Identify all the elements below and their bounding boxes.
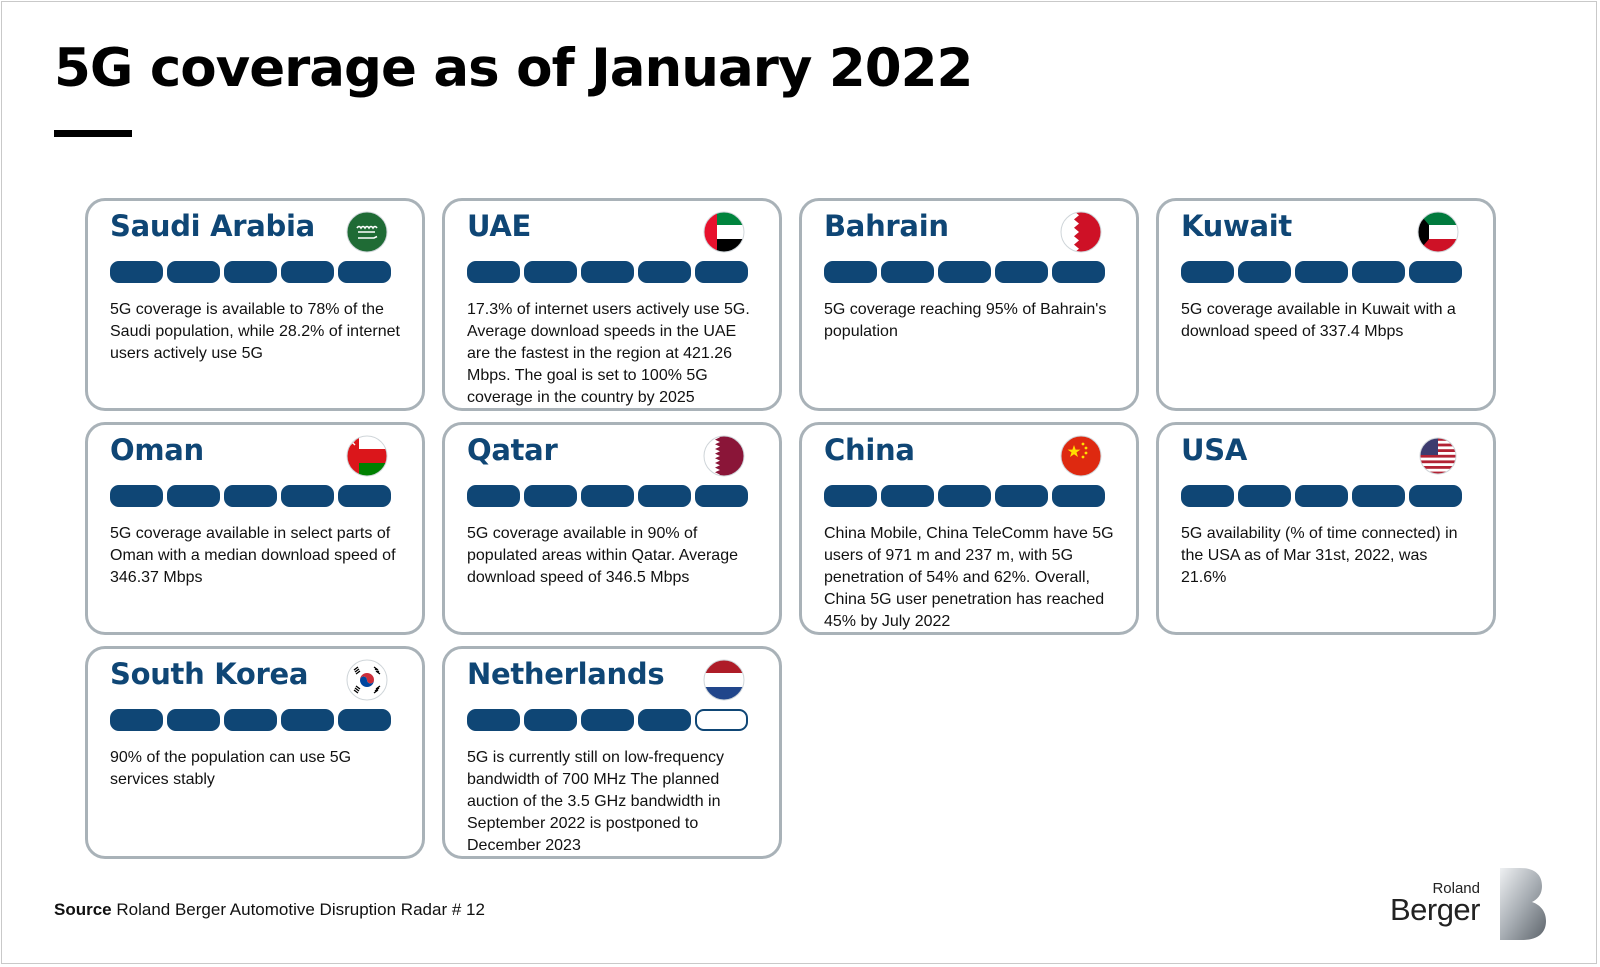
country-name: Kuwait <box>1181 209 1292 243</box>
rating-bars <box>110 709 391 731</box>
rating-segment <box>467 709 520 731</box>
country-name: USA <box>1181 433 1247 467</box>
country-name: UAE <box>467 209 532 243</box>
rating-segment <box>938 485 991 507</box>
rating-segment <box>224 261 277 283</box>
rating-segment <box>1238 485 1291 507</box>
rating-bars <box>824 485 1105 507</box>
card-china <box>799 422 1139 635</box>
rating-segment <box>1052 485 1105 507</box>
rating-segment <box>1295 261 1348 283</box>
rating-bars <box>1181 485 1462 507</box>
rating-segment <box>524 709 577 731</box>
rating-segment <box>1352 261 1405 283</box>
rating-segment <box>1181 261 1234 283</box>
rating-bars <box>467 261 748 283</box>
logo-roland-text: Roland <box>1432 880 1480 897</box>
rating-segment <box>938 261 991 283</box>
country-name: Netherlands <box>467 657 665 691</box>
rating-segment <box>338 709 391 731</box>
card-saudi-arabia <box>85 198 425 411</box>
rating-segment <box>110 485 163 507</box>
rating-segment <box>281 261 334 283</box>
rating-segment <box>581 261 634 283</box>
rating-segment <box>1352 485 1405 507</box>
rating-bars <box>824 261 1105 283</box>
usa-flag-icon <box>1417 435 1459 477</box>
card-qatar <box>442 422 782 635</box>
country-description: 5G coverage available in select parts of Oman with a median download speed of 346.37 Mbps <box>110 525 396 586</box>
rating-segment <box>110 261 163 283</box>
source-note <box>54 900 485 920</box>
country-description: 5G availability (% of time connected) in the USA as of Mar 31st, 2022, was 21.6% <box>1181 525 1458 586</box>
rating-bars <box>110 261 391 283</box>
rating-bars <box>467 485 748 507</box>
rating-segment <box>581 709 634 731</box>
rating-segment <box>167 261 220 283</box>
logo-berger-text: Berger <box>1389 892 1480 927</box>
rating-segment <box>224 709 277 731</box>
rating-segment <box>995 261 1048 283</box>
card-kuwait <box>1156 198 1496 411</box>
rating-segment <box>1409 261 1462 283</box>
country-description: 17.3% of internet users actively use 5G. Average download speeds in the UAE are the fastest in the region at 421.26 Mbps. The goal is set to 100% 5G coverage in the country by 2025 <box>467 301 750 406</box>
source-text: Roland Berger Automotive Disruption Radar # 12 <box>116 900 485 919</box>
page-title: 5G coverage as of January 2022 <box>54 38 973 99</box>
rating-segment <box>638 709 691 731</box>
country-name: Qatar <box>467 433 558 467</box>
title-underline <box>54 130 132 137</box>
rating-segment <box>467 261 520 283</box>
kuwait-flag-icon <box>1417 211 1459 253</box>
rating-segment <box>695 485 748 507</box>
rating-segment <box>581 485 634 507</box>
uae-flag-icon <box>703 211 745 253</box>
rating-bars <box>1181 261 1462 283</box>
country-name: South Korea <box>110 657 309 691</box>
oman-flag-icon <box>346 435 388 477</box>
rating-segment <box>110 709 163 731</box>
qatar-flag-icon <box>703 435 745 477</box>
card-bahrain <box>799 198 1139 411</box>
rating-segment <box>638 485 691 507</box>
rating-segment <box>1238 261 1291 283</box>
rating-segment <box>824 485 877 507</box>
rating-segment <box>167 709 220 731</box>
saudi-arabia-flag-icon <box>346 211 388 253</box>
rating-segment <box>1295 485 1348 507</box>
rating-segment <box>824 261 877 283</box>
country-name: Oman <box>110 433 204 467</box>
country-description: 90% of the population can use 5G services stably <box>110 749 352 788</box>
source-label: Source <box>54 900 112 919</box>
rating-segment <box>995 485 1048 507</box>
country-description: 5G coverage available in 90% of populated areas within Qatar. Average download speed of 346.5 Mbps <box>467 525 738 586</box>
rating-segment <box>338 261 391 283</box>
card-uae <box>442 198 782 411</box>
rating-segment <box>281 485 334 507</box>
china-flag-icon <box>1060 435 1102 477</box>
netherlands-flag-icon <box>703 659 745 701</box>
country-description: 5G coverage reaching 95% of Bahrain's population <box>824 301 1107 340</box>
rating-segment <box>638 261 691 283</box>
rating-bars <box>110 485 391 507</box>
rating-segment <box>1409 485 1462 507</box>
logo-b-mark-icon <box>1498 868 1548 940</box>
rating-segment <box>1052 261 1105 283</box>
rating-segment <box>281 709 334 731</box>
country-description: 5G coverage available in Kuwait with a download speed of 337.4 Mbps <box>1181 301 1456 340</box>
country-name: Bahrain <box>824 209 949 243</box>
rating-bars <box>467 709 748 731</box>
roland-berger-logo <box>1389 868 1548 940</box>
rating-segment <box>467 485 520 507</box>
country-name: Saudi Arabia <box>110 209 315 243</box>
country-description: China Mobile, China TeleComm have 5G users of 971 m and 237 m, with 5G penetration of 54% and 62%. Overall, China 5G user penetration has reached 45% by July 2022 <box>824 525 1114 630</box>
card-oman <box>85 422 425 635</box>
country-description: 5G coverage is available to 78% of the Saudi population, while 28.2% of internet users actively use 5G <box>110 301 400 362</box>
south-korea-flag-icon <box>346 659 388 701</box>
rating-segment <box>881 485 934 507</box>
rating-segment <box>524 485 577 507</box>
rating-segment <box>695 261 748 283</box>
rating-segment <box>524 261 577 283</box>
rating-segment <box>881 261 934 283</box>
rating-segment <box>338 485 391 507</box>
country-description: 5G is currently still on low-frequency bandwidth of 700 MHz The planned auction of the 3.5 GHz bandwidth in September 2022 is postponed to December 2023 <box>467 749 724 854</box>
card-netherlands <box>442 646 782 859</box>
rating-segment <box>1181 485 1234 507</box>
card-south-korea <box>85 646 425 859</box>
bahrain-flag-icon <box>1060 211 1102 253</box>
rating-segment <box>224 485 277 507</box>
card-usa <box>1156 422 1496 635</box>
rating-segment <box>167 485 220 507</box>
country-name: China <box>824 433 915 467</box>
rating-segment <box>695 709 748 731</box>
